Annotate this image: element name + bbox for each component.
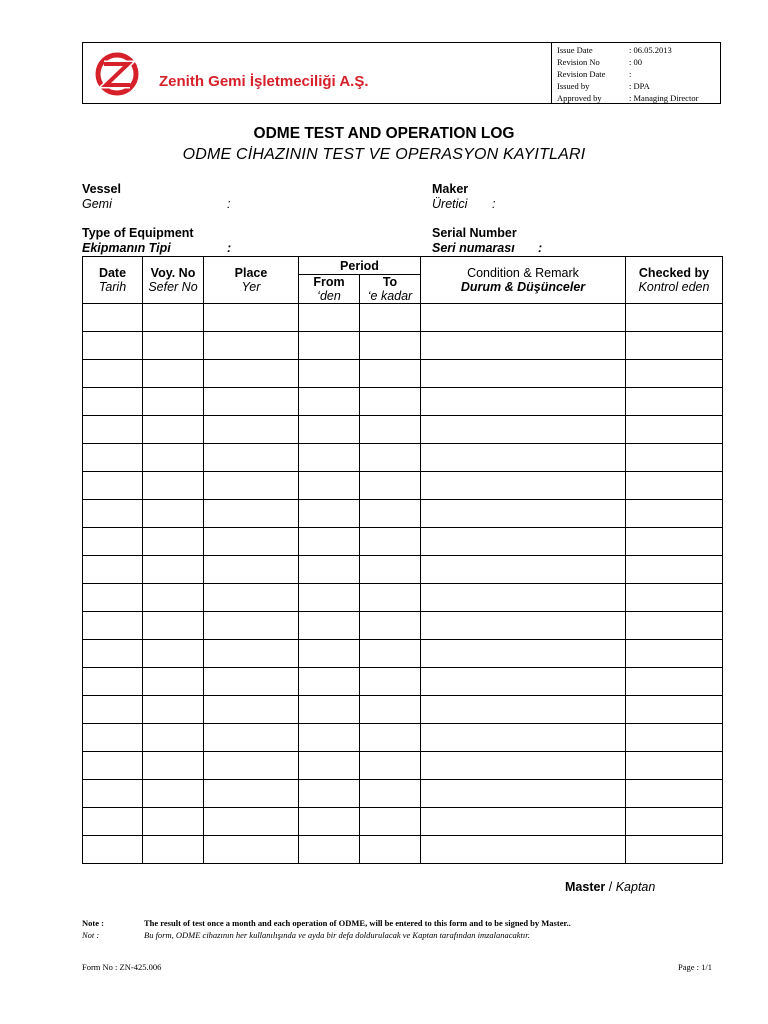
table-row [83, 696, 723, 724]
cell-condition[interactable] [421, 500, 626, 528]
cell-date[interactable] [83, 584, 143, 612]
cell-place[interactable] [204, 556, 299, 584]
cell-voyage[interactable] [143, 472, 204, 500]
cell-date[interactable] [83, 836, 143, 864]
title-english: ODME TEST AND OPERATION LOG [253, 125, 515, 142]
table-row [83, 808, 723, 836]
cell-from[interactable] [299, 500, 360, 528]
table-row [83, 556, 723, 584]
col-place-header: Place Yer [204, 257, 299, 304]
cell-place[interactable] [204, 752, 299, 780]
cell-place[interactable] [204, 332, 299, 360]
cell-voyage[interactable] [143, 724, 204, 752]
col-period-header: Period [299, 257, 421, 275]
page-number: Page : 1/1 [678, 962, 712, 972]
cell-voyage[interactable] [143, 780, 204, 808]
cell-from[interactable] [299, 528, 360, 556]
table-header-row [83, 257, 723, 275]
cell-date[interactable] [83, 808, 143, 836]
cell-from[interactable] [299, 668, 360, 696]
cell-voyage[interactable] [143, 388, 204, 416]
cell-checked-by[interactable] [626, 528, 723, 556]
equipment-type-colon[interactable]: : [227, 241, 232, 255]
cell-checked-by[interactable] [626, 836, 723, 864]
cell-from[interactable] [299, 808, 360, 836]
cell-condition[interactable] [421, 472, 626, 500]
cell-checked-by[interactable] [626, 472, 723, 500]
col-date-header: Date Tarih [83, 257, 143, 304]
cell-place[interactable] [204, 612, 299, 640]
cell-place[interactable] [204, 808, 299, 836]
form-number: Form No : ZN-425.006 [82, 962, 162, 972]
cell-place[interactable] [204, 472, 299, 500]
cell-date[interactable] [83, 388, 143, 416]
meta-revision-date: Revision Date : [557, 69, 632, 79]
cell-condition[interactable] [421, 752, 626, 780]
cell-checked-by[interactable] [626, 500, 723, 528]
cell-condition[interactable] [421, 808, 626, 836]
cell-to[interactable] [360, 724, 421, 752]
cell-voyage[interactable] [143, 752, 204, 780]
cell-to[interactable] [360, 696, 421, 724]
cell-from[interactable] [299, 444, 360, 472]
cell-to[interactable] [360, 528, 421, 556]
cell-checked-by[interactable] [626, 556, 723, 584]
cell-from[interactable] [299, 696, 360, 724]
cell-voyage[interactable] [143, 640, 204, 668]
cell-from[interactable] [299, 640, 360, 668]
cell-from[interactable] [299, 388, 360, 416]
table-row [83, 332, 723, 360]
note-text: The result of test once a month and each operation of ODME, will be entered to this form and to be signed by Master.. [144, 918, 571, 928]
company-name: Zenith Gemi İşletmeciliği A.Ş. [159, 73, 369, 90]
cell-date[interactable] [83, 640, 143, 668]
cell-checked-by[interactable] [626, 360, 723, 388]
note-label-tr: Not : [82, 930, 100, 940]
cell-date[interactable] [83, 668, 143, 696]
cell-to[interactable] [360, 752, 421, 780]
cell-condition[interactable] [421, 780, 626, 808]
meta-issued-by: Issued by : DPA [557, 81, 650, 91]
cell-voyage[interactable] [143, 584, 204, 612]
cell-date[interactable] [83, 472, 143, 500]
cell-date[interactable] [83, 752, 143, 780]
cell-voyage[interactable] [143, 668, 204, 696]
cell-place[interactable] [204, 416, 299, 444]
cell-checked-by[interactable] [626, 640, 723, 668]
cell-place[interactable] [204, 528, 299, 556]
cell-place[interactable] [204, 696, 299, 724]
cell-voyage[interactable] [143, 304, 204, 332]
cell-from[interactable] [299, 556, 360, 584]
table-row [83, 388, 723, 416]
cell-voyage[interactable] [143, 696, 204, 724]
cell-condition[interactable] [421, 388, 626, 416]
col-condition-header: Condition & Remark Durum & Düşünceler [421, 257, 626, 304]
cell-condition[interactable] [421, 696, 626, 724]
cell-to[interactable] [360, 500, 421, 528]
cell-from[interactable] [299, 780, 360, 808]
cell-to[interactable] [360, 304, 421, 332]
cell-from[interactable] [299, 360, 360, 388]
maker-label: Maker [432, 182, 469, 196]
cell-from[interactable] [299, 304, 360, 332]
cell-date[interactable] [83, 304, 143, 332]
cell-date[interactable] [83, 612, 143, 640]
cell-checked-by[interactable] [626, 752, 723, 780]
cell-checked-by[interactable] [626, 416, 723, 444]
table-row [83, 836, 723, 864]
cell-from[interactable] [299, 752, 360, 780]
table-row [83, 752, 723, 780]
table-row [83, 724, 723, 752]
cell-to[interactable] [360, 332, 421, 360]
cell-checked-by[interactable] [626, 388, 723, 416]
cell-to[interactable] [360, 808, 421, 836]
cell-condition[interactable] [421, 640, 626, 668]
cell-condition[interactable] [421, 528, 626, 556]
cell-date[interactable] [83, 780, 143, 808]
cell-from[interactable] [299, 472, 360, 500]
note-text-tr: Bu form, ODME cihazının her kullanılışında ve ayda bir defa doldurulacak ve Kaptan tarafından imzalanacaktır. [144, 930, 530, 940]
log-table [82, 256, 723, 864]
cell-voyage[interactable] [143, 836, 204, 864]
cell-from[interactable] [299, 584, 360, 612]
table-row [83, 528, 723, 556]
cell-place[interactable] [204, 780, 299, 808]
col-to-header: To ‘e kadar [360, 275, 421, 304]
meta-approved-by: Approved by : Managing Director [557, 93, 699, 103]
cell-checked-by[interactable] [626, 444, 723, 472]
cell-condition[interactable] [421, 724, 626, 752]
cell-checked-by[interactable] [626, 612, 723, 640]
table-row [83, 640, 723, 668]
cell-checked-by[interactable] [626, 780, 723, 808]
cell-checked-by[interactable] [626, 724, 723, 752]
table-row [83, 500, 723, 528]
cell-place[interactable] [204, 444, 299, 472]
cell-date[interactable] [83, 724, 143, 752]
cell-date[interactable] [83, 360, 143, 388]
table-row [83, 304, 723, 332]
vessel-label: Vessel [82, 182, 121, 196]
cell-place[interactable] [204, 668, 299, 696]
table-row [83, 472, 723, 500]
cell-voyage[interactable] [143, 528, 204, 556]
cell-condition[interactable] [421, 332, 626, 360]
cell-to[interactable] [360, 556, 421, 584]
title-turkish: ODME CİHAZININ TEST VE OPERASYON KAYITLARI [182, 146, 586, 163]
cell-voyage[interactable] [143, 444, 204, 472]
cell-to[interactable] [360, 640, 421, 668]
serial-number-label: Serial Number [432, 226, 517, 240]
cell-to[interactable] [360, 360, 421, 388]
table-row [83, 584, 723, 612]
cell-condition[interactable] [421, 444, 626, 472]
cell-to[interactable] [360, 584, 421, 612]
table-row [83, 612, 723, 640]
cell-condition[interactable] [421, 360, 626, 388]
equipment-type-label: Type of Equipment [82, 226, 194, 240]
meta-revision-no: Revision No : 00 [557, 57, 642, 67]
cell-to[interactable] [360, 444, 421, 472]
cell-condition[interactable] [421, 304, 626, 332]
cell-to[interactable] [360, 612, 421, 640]
cell-checked-by[interactable] [626, 304, 723, 332]
table-row [83, 668, 723, 696]
table-row [83, 444, 723, 472]
cell-to[interactable] [360, 472, 421, 500]
cell-date[interactable] [83, 444, 143, 472]
cell-date[interactable] [83, 528, 143, 556]
cell-place[interactable] [204, 360, 299, 388]
cell-date[interactable] [83, 500, 143, 528]
cell-voyage[interactable] [143, 612, 204, 640]
col-checked-by-header: Checked by Kontrol eden [626, 257, 723, 304]
table-row [83, 416, 723, 444]
cell-condition[interactable] [421, 836, 626, 864]
cell-voyage[interactable] [143, 556, 204, 584]
master-signature-label: Master / Kaptan [565, 880, 656, 894]
company-logo-icon [95, 52, 139, 96]
cell-to[interactable] [360, 836, 421, 864]
cell-place[interactable] [204, 584, 299, 612]
cell-condition[interactable] [421, 612, 626, 640]
cell-to[interactable] [360, 388, 421, 416]
serial-number-colon[interactable]: : [538, 241, 543, 255]
cell-condition[interactable] [421, 556, 626, 584]
vessel-colon[interactable]: : [227, 197, 231, 211]
cell-checked-by[interactable] [626, 808, 723, 836]
cell-from[interactable] [299, 724, 360, 752]
table-row [83, 780, 723, 808]
cell-from[interactable] [299, 612, 360, 640]
cell-checked-by[interactable] [626, 584, 723, 612]
cell-from[interactable] [299, 332, 360, 360]
cell-voyage[interactable] [143, 500, 204, 528]
cell-voyage[interactable] [143, 360, 204, 388]
cell-condition[interactable] [421, 668, 626, 696]
cell-date[interactable] [83, 696, 143, 724]
cell-place[interactable] [204, 724, 299, 752]
cell-condition[interactable] [421, 584, 626, 612]
cell-checked-by[interactable] [626, 696, 723, 724]
cell-from[interactable] [299, 836, 360, 864]
cell-checked-by[interactable] [626, 668, 723, 696]
cell-place[interactable] [204, 836, 299, 864]
maker-label-tr: Üretici [432, 197, 468, 211]
cell-place[interactable] [204, 388, 299, 416]
cell-from[interactable] [299, 416, 360, 444]
cell-to[interactable] [360, 780, 421, 808]
note-label: Note : [82, 918, 104, 928]
vessel-label-tr: Gemi [82, 197, 112, 211]
maker-colon[interactable]: : [492, 197, 496, 211]
cell-voyage[interactable] [143, 808, 204, 836]
cell-place[interactable] [204, 640, 299, 668]
document-meta [551, 43, 721, 103]
cell-voyage[interactable] [143, 332, 204, 360]
serial-number-label-tr: Seri numarası [432, 241, 515, 255]
cell-voyage[interactable] [143, 416, 204, 444]
cell-place[interactable] [204, 500, 299, 528]
cell-date[interactable] [83, 556, 143, 584]
cell-place[interactable] [204, 304, 299, 332]
cell-checked-by[interactable] [626, 332, 723, 360]
col-voyage-header: Voy. No Sefer No [143, 257, 204, 304]
cell-condition[interactable] [421, 416, 626, 444]
equipment-type-label-tr: Ekipmanın Tipi [82, 241, 171, 255]
meta-issue-date: Issue Date : 06.05.2013 [557, 45, 672, 55]
col-from-header: From ‘den [299, 275, 360, 304]
cell-date[interactable] [83, 416, 143, 444]
document-header [82, 42, 721, 104]
cell-date[interactable] [83, 332, 143, 360]
cell-to[interactable] [360, 668, 421, 696]
table-row [83, 360, 723, 388]
cell-to[interactable] [360, 416, 421, 444]
